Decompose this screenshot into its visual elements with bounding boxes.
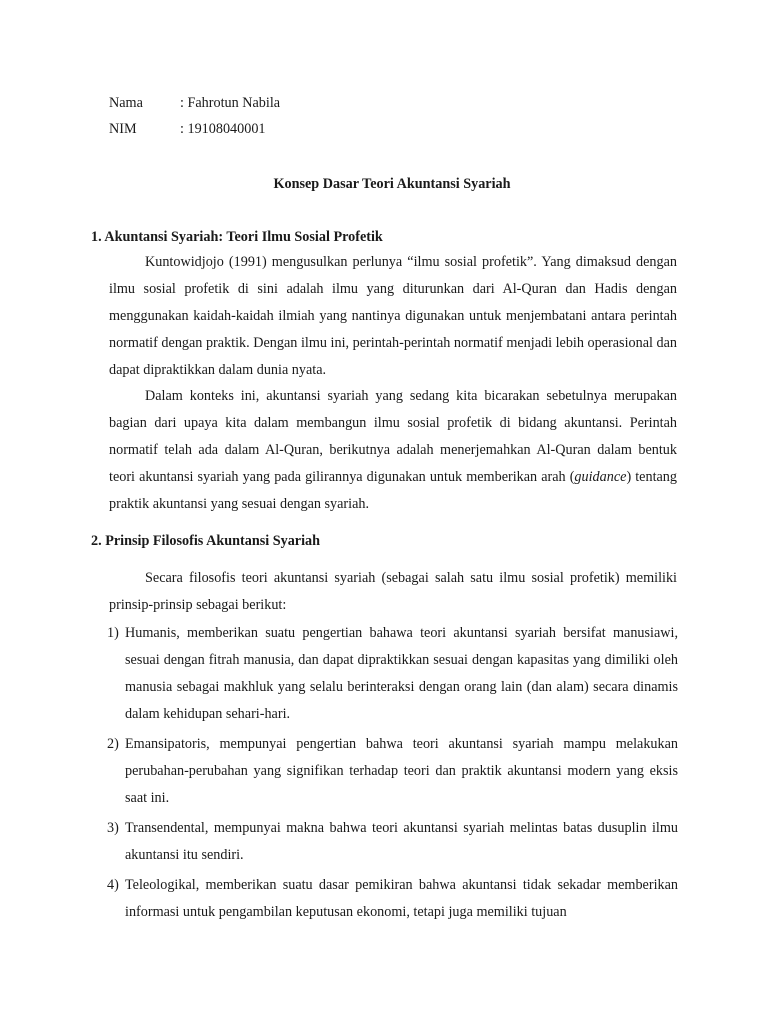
list-number: 3) xyxy=(107,820,119,836)
list-number: 2) xyxy=(107,736,119,752)
list-item xyxy=(107,731,678,812)
nim-row xyxy=(109,118,280,144)
list-text: Humanis, memberikan suatu pengertian bahawa teori akuntansi syariah bersifat manusiawi, sesuai dengan fitrah manusia, dan dapat dipraktikkan sesuai dengan kapasitas yang dimiliki oleh manusia sebagai makhluk yang selalu berinteraksi dengan orang lain (dan alam) secara dinamis dalam kehidupan sehari-hari. xyxy=(125,625,678,722)
list-text: Teleologikal, memberikan suatu dasar pemikiran bahwa akuntansi tidak sekadar memberikan informasi untuk pengambilan keputusan ekonomi, tetapi juga memiliki tujuan xyxy=(125,877,678,920)
name-label: Nama xyxy=(109,95,143,111)
name-value: : Fahrotun Nabila xyxy=(180,95,281,111)
section-1-paragraph-2 xyxy=(109,383,677,518)
list-item xyxy=(107,815,678,869)
list-item xyxy=(107,620,678,728)
list-item xyxy=(107,872,678,926)
paragraph-text xyxy=(109,383,677,518)
nim-label: NIM xyxy=(109,121,137,137)
section-1-heading: 1. Akuntansi Syariah: Teori Ilmu Sosial Profetik xyxy=(91,229,383,245)
nim-value: : 19108040001 xyxy=(180,121,266,137)
list-text: Transendental, mempunyai makna bahwa teori akuntansi syariah melintas batas dusuplin ilmu akuntansi itu sendiri. xyxy=(125,820,678,863)
document-title: Konsep Dasar Teori Akuntansi Syariah xyxy=(273,176,511,192)
list-text: Emansipatoris, mempunyai pengertian bahwa teori akuntansi syariah mampu melakukan perubahan-perubahan yang signifikan terhadap teori dan praktik akuntansi modern yang eksis saat ini. xyxy=(125,736,678,806)
section-2-heading: 2. Prinsip Filosofis Akuntansi Syariah xyxy=(91,533,321,549)
list-number: 4) xyxy=(107,877,119,893)
name-row xyxy=(109,92,280,118)
paragraph-text-after: ) tentang praktik akuntansi yang sesuai dengan syariah. xyxy=(109,469,677,512)
section-2-intro xyxy=(109,565,677,619)
section-1-paragraph-1 xyxy=(109,249,677,384)
paragraph-text: Secara filosofis teori akuntansi syariah (sebagai salah satu ilmu sosial profetik) memiliki prinsip-prinsip sebagai berikut: xyxy=(109,570,677,613)
principles-list xyxy=(107,620,678,929)
student-info xyxy=(109,92,280,144)
paragraph-text: Kuntowidjojo (1991) mengusulkan perlunya “ilmu sosial profetik”. Yang dimaksud dengan ilmu sosial profetik di sini adalah ilmu yang diturunkan dari Al-Quran dan Hadis dengan menggunakan kaidah-kaidah ilmiah yang nantinya digunakan untuk menjembatani antara perintah normatif dengan praktik. Dengan ilmu ini, perintah-perintah normatif menjadi lebih operasional dan dapat dipraktikkan dalam dunia nyata. xyxy=(109,254,677,378)
list-number: 1) xyxy=(107,625,119,641)
guidance-term: guidance xyxy=(574,469,627,485)
paragraph-text-before: Dalam konteks ini, akuntansi syariah yang sedang kita bicarakan sebetulnya merupakan bagian dari upaya kita dalam membangun ilmu sosial profetik di bidang akuntansi. Perintah normatif telah ada dalam Al-Quran, berikutnya adalah menerjemahkan Al-Quran dalam bentuk teori akuntansi syariah yang pada gilirannya digunakan untuk memberikan arah ( xyxy=(109,388,677,485)
